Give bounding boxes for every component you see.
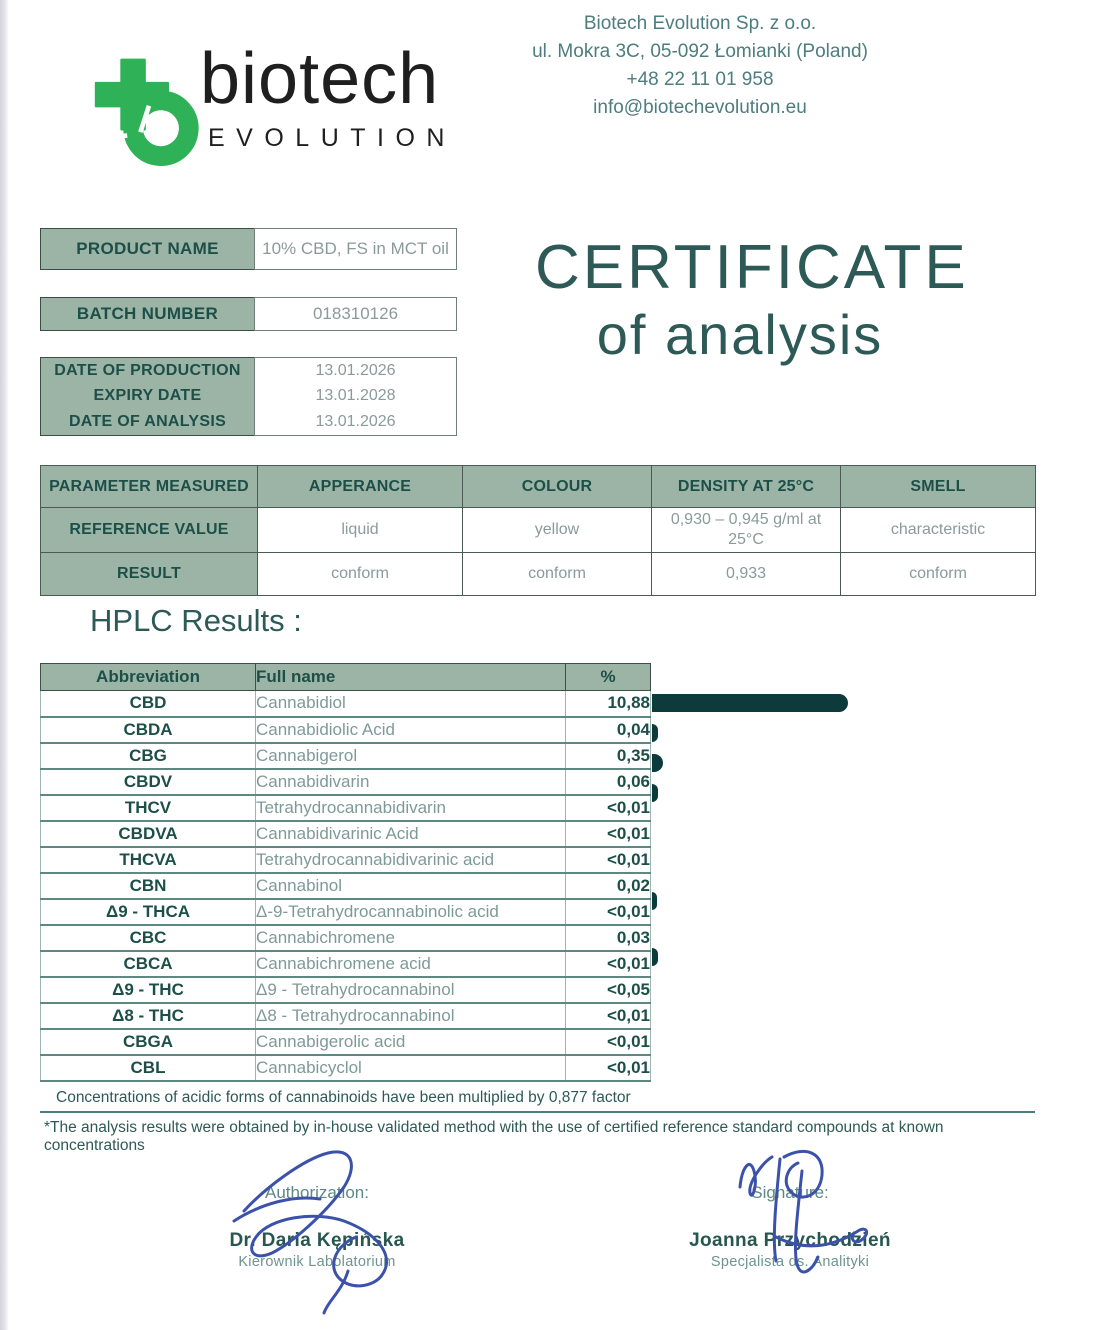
hplc-row-cbg [41,743,651,769]
parameter-table [40,465,1036,596]
full-name: Cannabichromene acid [256,951,566,977]
company-logo [88,39,488,166]
percent: <0,01 [566,1003,651,1029]
result-row [41,553,1036,596]
hplc-header-row [41,664,651,691]
percent: <0,01 [566,1029,651,1055]
bar-cbca [652,974,892,1000]
authorization-title: Kierownik Labolatorium [238,1254,396,1270]
abbr: Δ8 - THC [41,1003,256,1029]
percent: 0,06 [566,769,651,795]
percent: <0,05 [566,977,651,1003]
authorization-name: Dr. Daria Kępińska [229,1230,405,1251]
percent: <0,01 [566,899,651,925]
certificate-title-line1: CERTIFICATE [535,233,969,302]
col-percent: % [566,664,651,691]
hplc-heading: HPLC Results : [90,603,302,638]
hplc-bar-chart [652,690,892,1104]
logo-subtext: EVOLUTION [208,124,456,152]
bar-cbg [652,754,892,780]
full-name: Cannabicyclol [256,1055,566,1081]
reference-smell: characteristic [841,508,1036,553]
percent: <0,01 [566,951,651,977]
logo-wordmark: biotech [200,39,440,119]
bar-cbc [652,948,892,974]
hplc-row-d9-thc [41,977,651,1003]
percent: <0,01 [566,847,651,873]
company-name: Biotech Evolution Sp. z o.o. [583,13,817,34]
col-apperance: APPERANCE [258,466,463,508]
authorization-block [152,1183,482,1270]
row-label: REFERENCE VALUE [41,508,258,553]
col-smell: SMELL [841,466,1036,508]
col-abbreviation: Abbreviation [41,664,256,691]
company-info [470,10,930,122]
field-label: EXPIRY DATE [40,383,255,410]
abbr: CBD [41,691,256,717]
bar-cbdv [652,784,892,810]
hplc-row-cbl [41,1055,651,1081]
bar-cbda [652,724,892,750]
abbr: CBDVA [41,821,256,847]
full-name: Δ8 - Tetrahydrocannabinol [256,1003,566,1029]
bar-cbga [652,1052,892,1078]
hplc-table [40,663,651,1082]
percent: <0,01 [566,1055,651,1081]
abbr: Δ9 - THC [41,977,256,1003]
full-name: Cannabidivarin [256,769,566,795]
percent: <0,01 [566,821,651,847]
full-name: Cannabinol [256,873,566,899]
reference-density: 0,930 – 0,945 g/ml at 25°C [652,508,841,553]
reference-colour: yellow [463,508,652,553]
hplc-row-cbca [41,951,651,977]
full-name: Δ9 - Tetrahydrocannabinol [256,977,566,1003]
hplc-row-d9-thca [41,899,651,925]
bar-d9-thc [652,1000,892,1026]
bar-cbd [652,694,892,720]
hplc-row-cbga [41,1029,651,1055]
biotech-cross-icon [88,54,206,170]
field-label: DATE OF PRODUCTION [40,357,255,384]
field-batch-number [40,297,457,331]
full-name: Cannabidiol [256,691,566,717]
abbr: CBN [41,873,256,899]
percent: 10,88 [566,691,651,717]
hplc-row-cbd [41,691,651,717]
signature-block [625,1183,955,1270]
percent: <0,01 [566,795,651,821]
hplc-row-cbc [41,925,651,951]
parameter-header-row [41,466,1036,508]
abbr: CBDA [41,717,256,743]
field-expiry-date [40,383,457,410]
result-colour: conform [463,553,652,596]
abbr: CBDV [41,769,256,795]
certificate-title-line2: of analysis [596,303,884,366]
bar-thcva [652,862,892,888]
field-value: 10% CBD, FS in MCT oil [254,228,457,270]
bar-d9-thca [652,918,892,944]
full-name: Cannabigerolic acid [256,1029,566,1055]
reference-apperance: liquid [258,508,463,553]
result-density: 0,933 [652,553,841,596]
col-full-name: Full name [256,664,566,691]
col-density: DENSITY AT 25°C [652,466,841,508]
field-value: 018310126 [254,297,457,331]
full-name: Tetrahydrocannabidivarinic acid [256,847,566,873]
abbr: THCVA [41,847,256,873]
percent: 0,04 [566,717,651,743]
abbr: CBG [41,743,256,769]
method-note: *The analysis results were obtained by in-house validated method with the use of certified reference standard compounds at known concentrations [44,1119,944,1154]
full-name: Cannabidivarinic Acid [256,821,566,847]
bar-cbdva [652,836,892,862]
hplc-row-cbda [41,717,651,743]
abbr: CBL [41,1055,256,1081]
abbr: CBCA [41,951,256,977]
row-label: RESULT [41,553,258,596]
field-label: DATE OF ANALYSIS [40,409,255,436]
hplc-row-cbn [41,873,651,899]
bar-d8-thc [652,1026,892,1052]
hplc-row-cbdva [41,821,651,847]
company-email: info@biotechevolution.eu [593,97,807,118]
bar-thcv [652,810,892,836]
field-date-of-analysis [40,409,457,436]
percent: 0,35 [566,743,651,769]
full-name: Cannabichromene [256,925,566,951]
acidic-factor-note: Concentrations of acidic forms of cannabinoids have been multiplied by 0,877 factor [56,1089,631,1106]
abbr: CBC [41,925,256,951]
field-value: 13.01.2028 [254,383,457,410]
hplc-row-cbdv [41,769,651,795]
company-address: ul. Mokra 3C, 05-092 Łomianki (Poland) [532,41,868,62]
abbr: THCV [41,795,256,821]
abbr: CBGA [41,1029,256,1055]
signature-name: Joanna Przychodzień [689,1230,891,1251]
full-name: Tetrahydrocannabidivarin [256,795,566,821]
full-name: Δ-9-Tetrahydrocannabinolic acid [256,899,566,925]
hplc-row-d8-thc [41,1003,651,1029]
percent: 0,02 [566,873,651,899]
full-name: Cannabidiolic Acid [256,717,566,743]
col-parameter-measured: PARAMETER MEASURED [41,466,258,508]
company-phone: +48 22 11 01 958 [626,69,774,90]
hplc-row-thcva [41,847,651,873]
bar-cbn [652,892,892,918]
field-value: 13.01.2026 [254,409,457,436]
field-product-name [40,228,457,270]
result-smell: conform [841,553,1036,596]
reference-value-row [41,508,1036,553]
signature-title: Specjalista ds. Analityki [710,1254,870,1270]
full-name: Cannabigerol [256,743,566,769]
field-label: PRODUCT NAME [40,228,255,270]
page-edge [0,0,9,1330]
authorization-label: Authorization: [265,1183,369,1202]
abbr: Δ9 - THCA [41,899,256,925]
percent: 0,03 [566,925,651,951]
field-value: 13.01.2026 [254,357,457,384]
signature-label: Signature: [751,1183,829,1202]
footer-divider [40,1111,1035,1113]
result-apperance: conform [258,553,463,596]
col-colour: COLOUR [463,466,652,508]
field-date-of-production [40,357,457,384]
field-label: BATCH NUMBER [40,297,255,331]
hplc-row-thcv [41,795,651,821]
